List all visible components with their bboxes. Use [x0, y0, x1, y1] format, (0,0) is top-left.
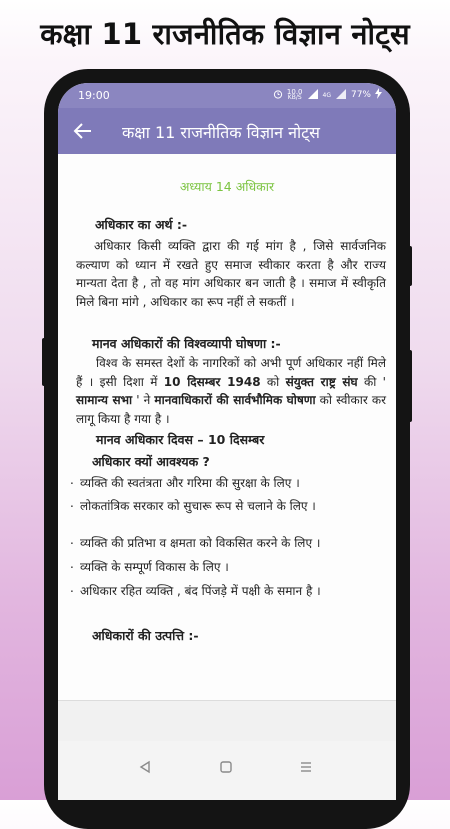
bullet-item: . व्यक्ति के सम्पूर्ण विकास के लिए ।	[80, 558, 386, 577]
phone-screen	[58, 83, 396, 800]
declaration-text-2: को	[260, 374, 286, 389]
declaration-text-1: विश्व के समस्त देशों के नागरिकों को अभी पूर्ण अधिकार नहीं मिले हैं । इसी दिशा में	[76, 356, 386, 389]
network-type: 4G	[322, 91, 331, 99]
declaration-text-3: की '	[357, 374, 386, 389]
status-time: 19:00	[78, 89, 110, 102]
signal-icon-2	[335, 89, 347, 102]
declaration-udhr: मानवाधिकारों की सार्वभौमिक घोषणा	[154, 393, 316, 407]
phone-power-button	[408, 350, 412, 422]
network-speed-unit: KB/S	[287, 94, 302, 101]
triangle-back-icon[interactable]	[138, 759, 152, 778]
phone-volume-button	[408, 246, 412, 286]
declaration-date: 10 दिसम्बर 1948	[163, 374, 261, 389]
system-nav-bar	[58, 741, 396, 800]
declaration-text-5: को स्वीकार कर लागू किया है गया है ।	[76, 393, 387, 426]
arrow-left-icon[interactable]	[72, 120, 94, 142]
chapter-title: अध्याय 14 अधिकार	[179, 179, 275, 194]
status-icons	[273, 88, 382, 102]
network-speed	[287, 89, 303, 101]
heading-declaration: मानव अधिकारों की विश्वव्यापी घोषणा :-	[92, 336, 281, 351]
heading-meaning: अधिकार का अर्थ :-	[95, 217, 188, 232]
lower-panel	[58, 701, 396, 741]
declaration-text-4: ' ने	[132, 393, 155, 407]
paragraph-meaning: अधिकार किसी व्यक्ति द्वारा की गई मांग है , जिसे सार्वजनिक कल्याण को ध्यान में रखते हुए समाज स्वीकार करता है और राज्य मान्यता देता है , तो वह मांग अधिकार बन जाती है । समाज में स्वीकृति मिले बिना मांगे , अधिकार का रूप नहीं ले सकतीं ।	[76, 239, 386, 309]
menu-recents-icon[interactable]	[299, 759, 313, 778]
bullet-item: . व्यक्ति की प्रतिभा व क्षमता को विकसित करने के लिए ।	[80, 534, 386, 553]
square-home-icon[interactable]	[219, 759, 233, 778]
app-bar	[58, 108, 396, 154]
network-speed-value: 10.0	[286, 88, 303, 96]
heading-rights-day: मानव अधिकार दिवस – 10 दिसम्बर	[96, 432, 265, 447]
declaration-assembly: सामान्य सभा	[76, 393, 133, 407]
notes-content[interactable]	[58, 154, 396, 700]
declaration-un: संयुक्त राष्ट्र संघ	[285, 374, 358, 389]
promo-title: कक्षा 11 राजनीतिक विज्ञान नोट्स	[40, 17, 410, 51]
charging-icon	[375, 88, 382, 102]
battery-level: 77%	[350, 90, 371, 100]
status-bar	[58, 83, 396, 108]
signal-icon	[307, 89, 319, 102]
heading-why-rights: अधिकार क्यों आवश्यक ?	[92, 454, 210, 469]
bullet-item: . व्यक्ति की स्वतंत्रता और गरिमा की सुरक्षा के लिए ।	[80, 474, 386, 493]
bullet-item: . अधिकार रहित व्यक्ति , बंद पिंजड़े में पक्षी के समान है ।	[80, 582, 386, 601]
heading-origin: अधिकारों की उत्पत्ति :-	[92, 628, 199, 643]
app-bar-title: कक्षा 11 राजनीतिक विज्ञान नोट्स	[122, 123, 320, 142]
paragraph-declaration	[76, 354, 386, 428]
bullet-item: . लोकतांत्रिक सरकार को सुचारू रूप से चलाने के लिए ।	[80, 497, 386, 516]
alarm-icon	[273, 89, 283, 102]
phone-side-button	[42, 338, 46, 386]
